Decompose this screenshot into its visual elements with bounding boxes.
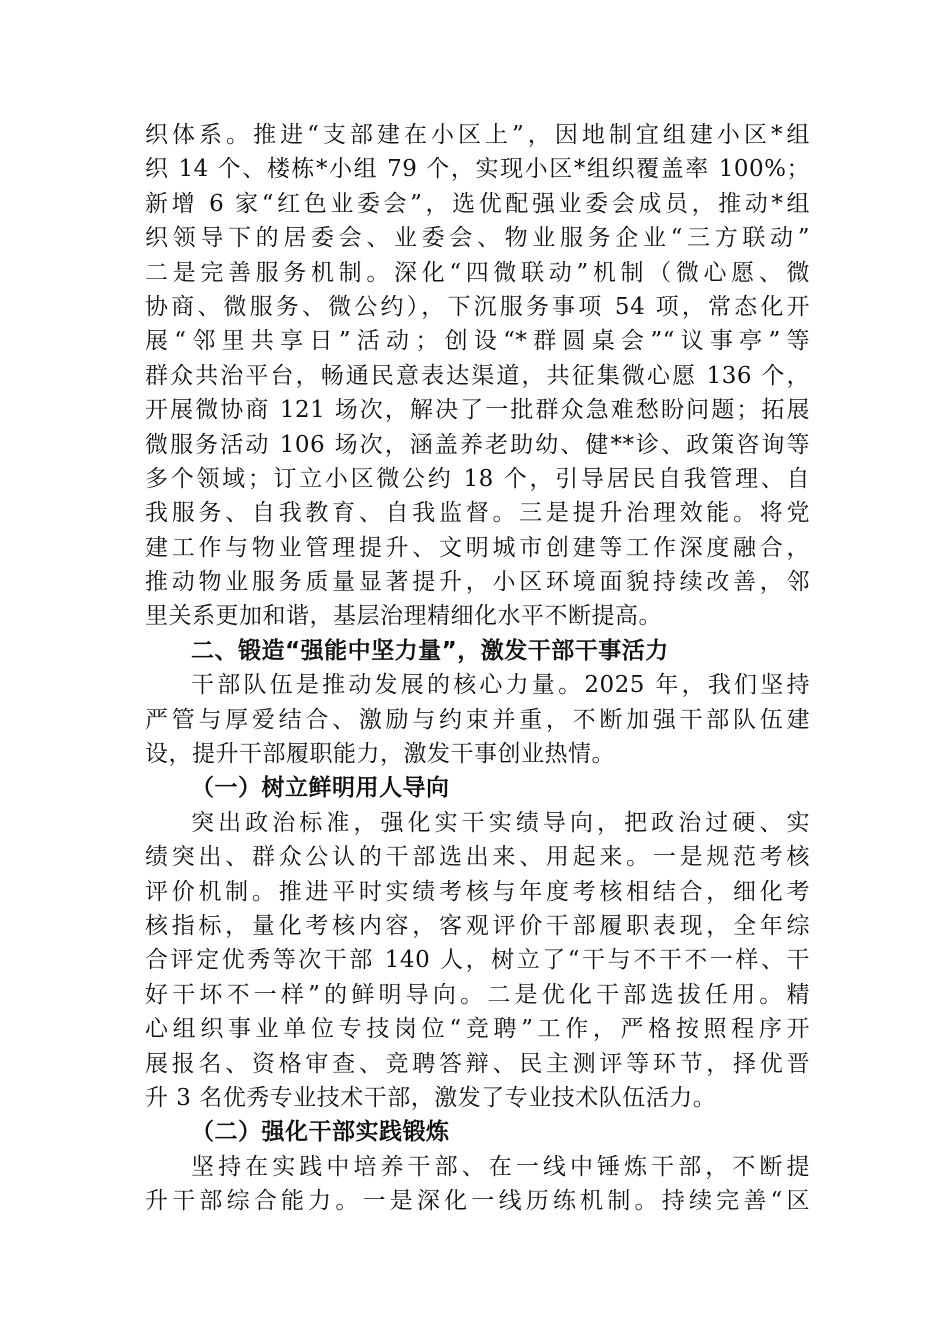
body-text-line: 新增 6 家“红色业委会”，选优配强业委会成员，推动*组 [145, 190, 810, 217]
body-text-line: 微服务活动 106 场次，涵盖养老助幼、健**诊、政策咨询等 [145, 431, 810, 458]
paragraph-first-line: 突出政治标准，强化实干实绩导向，把政治过硬、实 [191, 809, 810, 836]
body-text-line: 里关系更加和谐，基层治理精细化水平不断提高。 [145, 603, 662, 630]
body-text-line: 心组织事业单位专技岗位“竞聘”工作，严格按照程序开 [145, 1016, 810, 1043]
body-text-line: 协商、微服务、微公约），下沉服务事项 54 项，常态化开 [145, 293, 810, 320]
body-text-line: 绩突出、群众公认的干部选出来、用起来。一是规范考核 [145, 844, 810, 871]
body-text-line: 展“邻里共享日”活动；创设“*群圆桌会”“议事亭”等 [145, 328, 810, 355]
body-text-line: 合评定优秀等次干部 140 人，树立了“干与不干不一样、干 [145, 947, 810, 974]
body-text-line: 群众共治平台，畅通民意表达渠道，共征集微心愿 136 个， [145, 362, 810, 389]
paragraph-first-line: 干部队伍是推动发展的核心力量。2025 年，我们坚持 [191, 672, 810, 699]
body-text-line: 开展微协商 121 场次，解决了一批群众急难愁盼问题；拓展 [145, 397, 810, 424]
paragraph-first-line: 坚持在实践中培养干部、在一线中锤炼干部，不断提 [191, 1153, 810, 1180]
body-text-line: 展报名、资格审查、竞聘答辩、民主测评等环节，择优晋 [145, 1050, 810, 1077]
body-text-line: 推动物业服务质量显著提升，小区环境面貌持续改善，邻 [145, 569, 810, 596]
body-text-line: 建工作与物业管理提升、文明城市创建等工作深度融合， [145, 534, 810, 561]
body-text-line: 织 14 个、楼栋*小组 79 个，实现小区*组织覆盖率 100%； [145, 156, 810, 183]
section-heading: 二、锻造“强能中坚力量”，激发干部干事活力 [191, 637, 669, 664]
body-text-line: 严管与厚爱结合、激励与约束并重，不断加强干部队伍建 [145, 706, 810, 733]
body-text-line: 评价机制。推进平时实绩考核与年度考核相结合，细化考 [145, 878, 810, 905]
body-text-line: 织领导下的居委会、业委会、物业服务企业“三方联动” [145, 225, 810, 252]
subsection-heading: （一）树立鲜明用人导向 [191, 774, 450, 802]
body-text-line: 二是完善服务机制。深化“四微联动”机制（微心愿、微 [145, 259, 810, 286]
body-text-line: 多个领域；订立小区微公约 18 个，引导居民自我管理、自 [145, 465, 810, 492]
body-text-line: 核指标，量化考核内容，客观评价干部履职表现，全年综 [145, 912, 810, 939]
subsection-heading: （二）强化干部实践锻炼 [191, 1118, 450, 1146]
body-text-line: 织体系。推进“支部建在小区上”，因地制宜组建小区*组 [145, 122, 810, 148]
body-text-line: 升干部综合能力。一是深化一线历练机制。持续完善“区 [145, 1188, 810, 1215]
body-text-line: 升 3 名优秀专业技术干部，激发了专业技术队伍活力。 [145, 1084, 717, 1111]
body-text-line: 设，提升干部履职能力，激发干事创业热情。 [145, 741, 615, 768]
document-page [145, 118, 810, 1219]
body-text-line: 我服务、自我教育、自我监督。三是提升治理效能。将党 [145, 500, 810, 527]
body-text-line: 好干坏不一样”的鲜明导向。二是优化干部选拔任用。精 [145, 981, 810, 1008]
